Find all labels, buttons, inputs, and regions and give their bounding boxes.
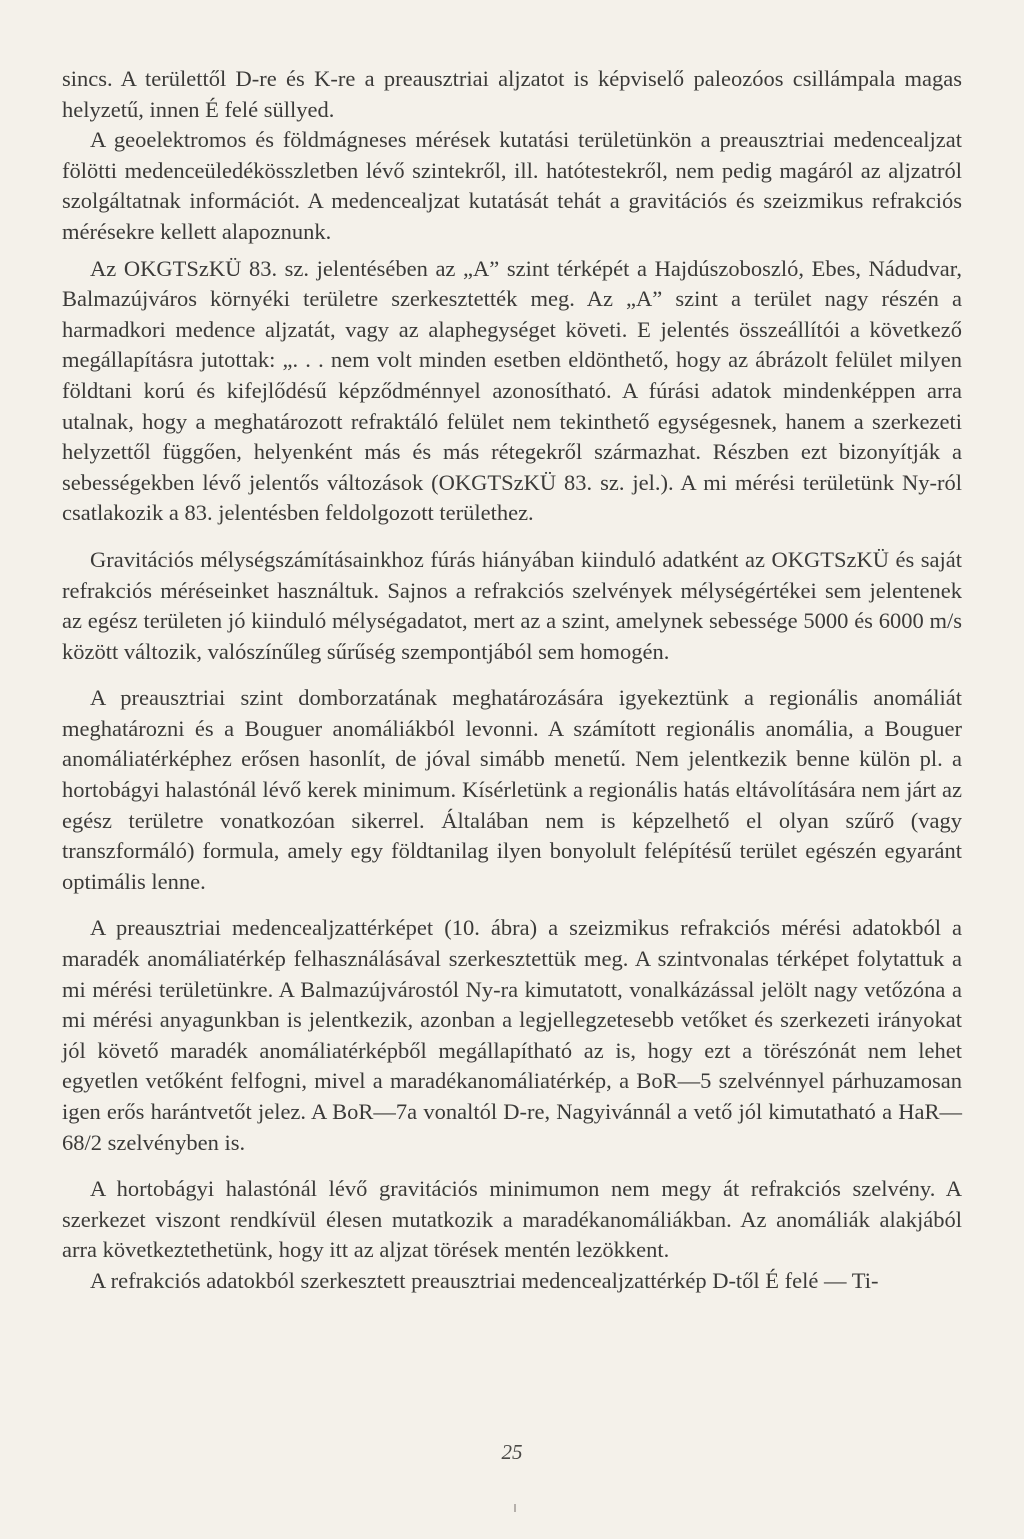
paragraph-1: sincs. A területtől D-re és K-re a preausztriai aljzatot is képviselő paleozóos csillámpala magas helyzetű, innen É felé süllyed. — [62, 66, 962, 122]
paragraph-8: A refrakciós adatokból szerkesztett preausztriai medencealjzattérkép D-től É felé — Ti- — [90, 1267, 879, 1293]
paragraph-2: A geoelektromos és földmágneses mérések kutatási területünkön a preausztriai medencealjzat fölötti medenceüledékösszletben lévő szintekről, ill. hatótestekről, nem pedig magáról az aljzatról szolgáltatnak információt. A medencealjzat kutatását tehát a gravitációs és szeizmikus refrakciós mérésekre kellett alapoznunk. — [62, 127, 962, 244]
paragraph-7: A hortobágyi halastónál lévő gravitációs minimumon nem megy át refrakciós szelvény. A szerkezet viszont rendkívül élesen mutatkozik a maradékanomáliákban. Az anomáliák alakjából arra következtethetünk, hogy itt az aljzat törések mentén lezökkent. — [62, 1176, 962, 1263]
paragraph-5: A preausztriai szint domborzatának meghatározására igyekeztünk a regionális anomáliát meghatározni és a Bouguer anomáliákból levonni. A számított regionális anomália, a Bouguer anomáliatérképhez erősen hasonlít, de jóval simább menetű. Nem jelentkezik benne külön pl. a hortobágyi halastónál lévő kerek minimum. Kísérletünk a regionális hatás eltávolítására nem járt az egész területre vonatkozóan sikerrel. Általában nem is képzelhető el olyan szűrő (vagy transzformáló) formula, amely egy földtanilag ilyen bonyolult felépítésű terület egészén egyaránt optimális lenne. — [62, 685, 962, 894]
paragraph-3: Az OKGTSzKÜ 83. sz. jelentésében az „A” szint térképét a Hajdúszoboszló, Ebes, Nádudvar, Balmazújváros környéki területre szerkesztették meg. Az „A” szint a terület nagy részén a harmadkori medence aljzatát, vagy az alaphegységet követi. E jelentés összeállítói a következő megállapításra jutottak: „. . . nem volt minden esetben eldönthető, hogy az ábrázolt felület milyen földtani korú és kifejlődésű képződménnyel azonosítható. A fúrási adatok mindenképpen arra utalnak, hogy a meghatározott refraktáló felület nem tekinthető egységesnek, hanem a szerkezeti helyzettől függően, helyenként más és más rétegekről származhat. Részben ezt bizonyítják a sebességekben lévő jelentős változások (OKGTSzKÜ 83. sz. jel.). A mi mérési területünk Ny-ról csatlakozik a 83. jelentésben feldolgozott területhez. — [62, 255, 962, 526]
paragraph-4: Gravitációs mélységszámításainkhoz fúrás hiányában kiinduló adatként az OKGTSzKÜ és saját refrakciós méréseinket használtuk. Sajnos a refrakciós szelvények mélységértékei sem jelentenek az egész területen jó kiinduló mélységadatot, mert az a szint, amelynek sebessége 5000 és 6000 m/s között változik, valószínűleg sűrűség szempontjából sem homogén. — [62, 546, 962, 664]
page-number: 25 — [501, 1440, 523, 1464]
paragraph-6: A preausztriai medencealjzattérképet (10. ábra) a szeizmikus refrakciós mérési adatokból a maradék anomáliatérkép felhasználásával szerkesztettük meg. A szintvonalas térképet folytattuk a mi mérési területünkre. A Balmazújvárostól Ny-ra kimutatott, vonalkázással jelölt nagy vetőzóna a mi mérési anyagunkban is jelentkezik, azonban a legjellegzetesebb vetőket és szerkezeti irányokat jól követő maradék anomáliatérképből megállapítható az is, hogy ezt a törészónát nem lehet egyetlen vetőként felfogni, mivel a maradékanomáliatérkép, a BoR—5 szelvénnyel párhuzamosan igen erős harántvetőt jelez. A BoR—7a vonaltól D-re, Nagyivánnál a vető jól kimutatható a HaR—68/2 szelvényben is. — [62, 915, 962, 1155]
scan-speck — [514, 1504, 516, 1512]
